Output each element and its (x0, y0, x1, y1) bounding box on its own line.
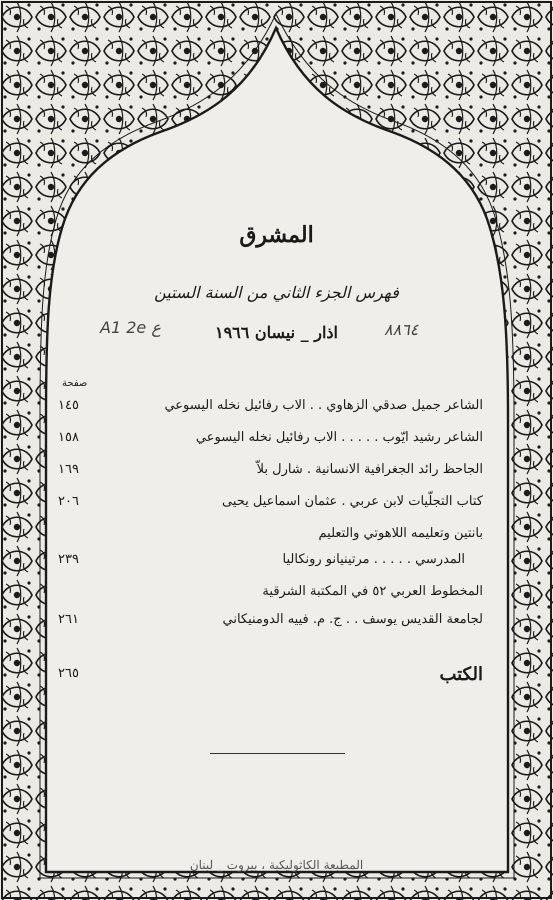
toc-page: ١٦٩ (58, 462, 79, 477)
handwritten-number: ٨٨٦٤ (384, 320, 419, 339)
page-title: المشرق (239, 222, 314, 248)
books-section-title: الكتب (439, 664, 483, 685)
handwritten-shelfmark: A1 2e ع (100, 318, 161, 337)
divider-line (210, 753, 345, 754)
issue-date: اذار _ نيسان ١٩٦٦ (214, 323, 338, 342)
printer-imprint: المطبعة الكاثوليكية ، بيروت _ لبنان (189, 858, 364, 872)
toc-page: ٢٠٦ (58, 494, 79, 509)
toc-page: ١٤٥ (58, 398, 79, 413)
table-of-contents: الشاعر جميل صدقي الزهاوي . . الاب رفائيل نخله اليسوعي ١٤٥ الشاعر رشيد ايّوب . . . . . الاب رفائيل نخله اليسوعي ١٥٨ الجاحظ رائد الجغرافية الانسانية . شارل بلاّ ١٦٩ كتاب التجلّيات لابن عربي . عثمان اسماعيل يحيى ٢٠٦ بانتين وتعليمه اللاهوتي والتعليم المدرسي . . . . . مرتينيانو رونكاليا ٢٣٩ المخطوط العربي ٥٢ في المكتبة الشرقية لجامعة القديس يوسف . . ج. م. فييه الدومنيكاني ٢٦١ (58, 398, 483, 627)
books-page: ٢٦٥ (58, 666, 79, 681)
toc-page: ٢٣٩ (58, 552, 79, 567)
toc-page: ١٥٨ (58, 430, 79, 445)
toc-page: ٢٦١ (58, 612, 79, 627)
page-column-header: صفحة (62, 378, 88, 389)
page-subtitle: فهرس الجزء الثاني من السنة الستين (154, 283, 399, 302)
